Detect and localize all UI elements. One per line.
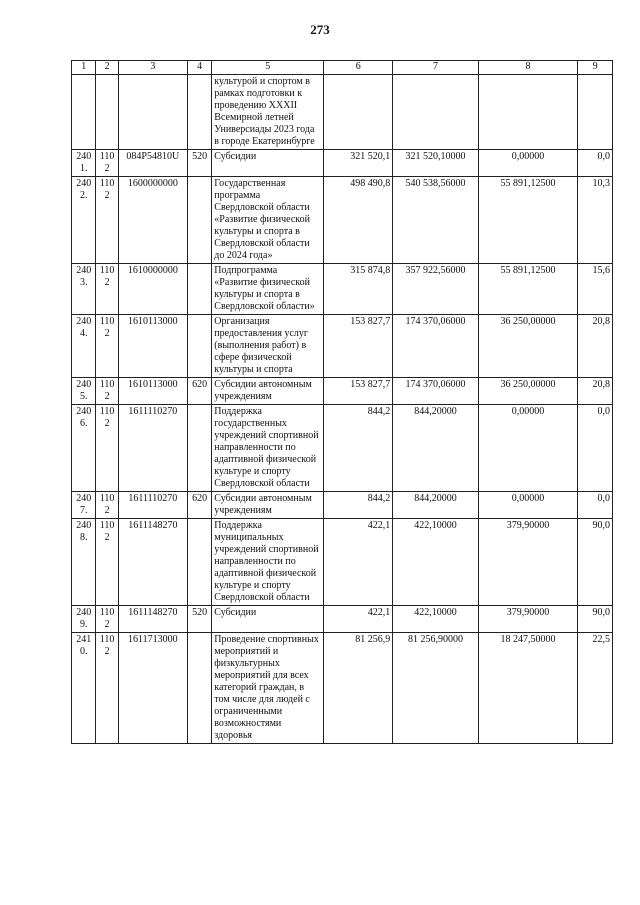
expense-type-code [187,405,211,492]
table-cell [96,75,118,150]
expense-type-code: 520 [187,606,211,633]
target-article-code: 1610113000 [118,378,187,405]
expense-type-code [187,633,211,744]
amount-plan: 153 827,7 [324,378,393,405]
target-article-code: 1611110270 [118,405,187,492]
section-code: 1102 [96,492,118,519]
row-description: Поддержка государственных учреждений спортивной направленности по адаптивной физической культуре и спорту Свердловской области [212,405,324,492]
amount-fact: 540 538,56000 [393,177,478,264]
row-description: Государственная программа Свердловской области «Развитие физической культуры и спорта в Свердловской области до 2024 года» [212,177,324,264]
amount-difference: 55 891,12500 [478,264,578,315]
column-header: 3 [118,61,187,75]
amount-fact: 174 370,06000 [393,378,478,405]
amount-difference: 379,90000 [478,606,578,633]
row-description: Субсидии автономным учреждениям [212,492,324,519]
row-description: Субсидии [212,150,324,177]
expense-type-code: 620 [187,378,211,405]
table-row [72,378,613,405]
expense-type-code [187,177,211,264]
target-article-code: 084P54810U [118,150,187,177]
section-code: 1102 [96,315,118,378]
row-description: Поддержка муниципальных учреждений спортивной направленности по адаптивной физической культуре и спорту Свердловской области [212,519,324,606]
target-article-code: 1611148270 [118,606,187,633]
percent-value: 0,0 [578,492,613,519]
target-article-code: 1611713000 [118,633,187,744]
column-header: 9 [578,61,613,75]
row-number: 2403. [72,264,96,315]
target-article-code: 1600000000 [118,177,187,264]
percent-value: 20,8 [578,378,613,405]
table-row [72,150,613,177]
expense-type-code [187,264,211,315]
section-code: 1102 [96,405,118,492]
table-row [72,177,613,264]
amount-plan: 844,2 [324,405,393,492]
amount-plan: 153 827,7 [324,315,393,378]
amount-fact: 422,10000 [393,606,478,633]
table-row [72,264,613,315]
target-article-code: 1610113000 [118,315,187,378]
amount-plan: 498 490,8 [324,177,393,264]
amount-difference: 36 250,00000 [478,315,578,378]
row-number: 2405. [72,378,96,405]
column-header: 2 [96,61,118,75]
amount-difference: 0,00000 [478,492,578,519]
target-article-code: 1611148270 [118,519,187,606]
amount-difference: 55 891,12500 [478,177,578,264]
table-row [72,315,613,378]
row-number: 2406. [72,405,96,492]
column-header: 4 [187,61,211,75]
percent-value: 15,6 [578,264,613,315]
percent-value: 90,0 [578,606,613,633]
section-code: 1102 [96,177,118,264]
expense-type-code: 520 [187,150,211,177]
table-row [72,519,613,606]
table-cell [72,75,96,150]
section-code: 1102 [96,378,118,405]
row-number: 2404. [72,315,96,378]
percent-value: 20,8 [578,315,613,378]
target-article-code: 1610000000 [118,264,187,315]
table-cell [478,75,578,150]
column-header: 6 [324,61,393,75]
header-row [72,61,613,75]
table-cell [393,75,478,150]
row-description: Субсидии автономным учреждениям [212,378,324,405]
percent-value: 0,0 [578,405,613,492]
amount-difference: 0,00000 [478,150,578,177]
continuation-description: культурой и спортом в рамках подготовки к проведению XXXII Всемирной летней Универсиады 2023 года в городе Екатеринбурге [212,75,324,150]
section-code: 1102 [96,264,118,315]
section-code: 1102 [96,633,118,744]
amount-plan: 422,1 [324,519,393,606]
row-number: 2409. [72,606,96,633]
percent-value: 90,0 [578,519,613,606]
table-cell [187,75,211,150]
row-description: Проведение спортивных мероприятий и физкультурных мероприятий для всех категорий граждан, в том числе для людей с ограниченными возможностями здоровья [212,633,324,744]
amount-fact: 81 256,90000 [393,633,478,744]
amount-fact: 844,20000 [393,405,478,492]
table-row [72,492,613,519]
amount-fact: 174 370,06000 [393,315,478,378]
expense-type-code [187,519,211,606]
amount-fact: 422,10000 [393,519,478,606]
column-header: 8 [478,61,578,75]
table-row [72,405,613,492]
amount-plan: 315 874,8 [324,264,393,315]
section-code: 1102 [96,519,118,606]
amount-difference: 36 250,00000 [478,378,578,405]
amount-fact: 357 922,56000 [393,264,478,315]
row-number: 2402. [72,177,96,264]
table-cell [578,75,613,150]
amount-plan: 422,1 [324,606,393,633]
amount-fact: 321 520,10000 [393,150,478,177]
amount-difference: 18 247,50000 [478,633,578,744]
row-number: 2401. [72,150,96,177]
target-article-code: 1611110270 [118,492,187,519]
column-header: 5 [212,61,324,75]
row-number: 2407. [72,492,96,519]
amount-plan: 81 256,9 [324,633,393,744]
row-description: Организация предоставления услуг (выполнения работ) в сфере физической культуры и спорта [212,315,324,378]
table-cell [118,75,187,150]
section-code: 1102 [96,606,118,633]
column-header: 7 [393,61,478,75]
row-description: Субсидии [212,606,324,633]
table-cell [324,75,393,150]
row-number: 2410. [72,633,96,744]
expense-type-code: 620 [187,492,211,519]
section-code: 1102 [96,150,118,177]
budget-table [71,60,613,744]
table-row [72,606,613,633]
amount-plan: 844,2 [324,492,393,519]
continuation-row [72,75,613,150]
amount-difference: 0,00000 [478,405,578,492]
row-number: 2408. [72,519,96,606]
column-header: 1 [72,61,96,75]
amount-plan: 321 520,1 [324,150,393,177]
percent-value: 22,5 [578,633,613,744]
page-number: 273 [310,22,330,37]
percent-value: 0,0 [578,150,613,177]
amount-difference: 379,90000 [478,519,578,606]
percent-value: 10,3 [578,177,613,264]
expense-type-code [187,315,211,378]
amount-fact: 844,20000 [393,492,478,519]
row-description: Подпрограмма «Развитие физической культуры и спорта в Свердловской области» [212,264,324,315]
table-row [72,633,613,744]
